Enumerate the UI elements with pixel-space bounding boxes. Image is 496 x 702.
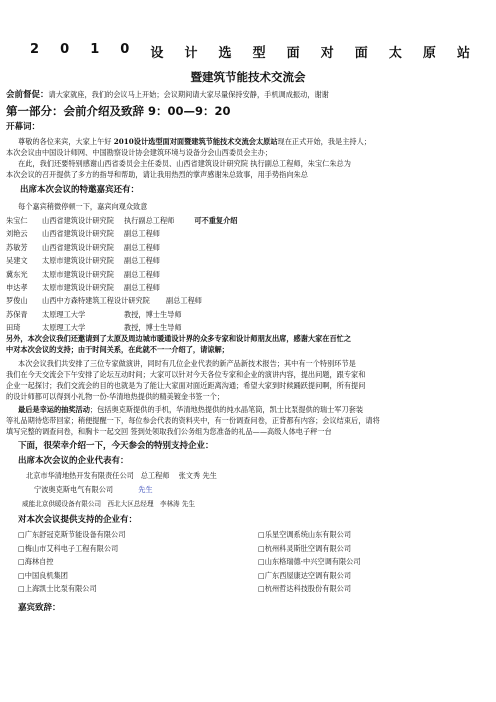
guest-name: 罗俊山: [6, 296, 28, 306]
title-char: 面: [286, 46, 300, 61]
supporter-item: □中国良机集团: [18, 570, 68, 580]
title-char: 站: [456, 46, 470, 61]
guests-intro: 每个嘉宾稍微停顿一下，嘉宾向观众致意: [18, 202, 148, 211]
opening-line-2: 本次会议由中国设计师网、中国勘察设计协会建筑环境与设备分会山西委员会主办；: [6, 148, 272, 157]
supporter-item: □梅山市艾科电子工程有限公司: [18, 543, 119, 553]
organizer-row-1: 北京市华清地热开发有限责任公司 总工程师 张文秀 先生: [26, 471, 217, 480]
guest-title: 教授，博士生导师: [124, 309, 182, 319]
guest-title: 副总工程师: [166, 296, 202, 306]
supporter-item: □广东西屋康达空调有限公司: [258, 570, 352, 580]
guest-org: 太原市建筑设计研究院: [42, 269, 114, 279]
guest-name: 苏敏芳: [6, 242, 28, 252]
main-title: [30, 42, 470, 61]
title-char: 1: [90, 42, 100, 57]
guest-org: 山西省建筑设计研究院: [42, 242, 114, 252]
para2-line-3: 企业一起探讨；我们交流会的目的也就是为了能让大家面对面近距离沟通；希望大家到时候踊跃提问啊，所有提问: [6, 381, 366, 390]
bold-para-line-2: 中对本次会议的支持；由于时间关系，在此就不一一介绍了，请谅解；: [6, 345, 229, 354]
title-char: 0: [120, 42, 130, 57]
guest-name: 朱宝仁: [6, 216, 28, 225]
guest-name: 冀东光: [6, 269, 28, 279]
guest-org: 太原市建筑设计研究院: [42, 283, 114, 292]
organizers-heading: 出席本次会议的企业代表有：: [18, 456, 129, 466]
guest-title: 副总工程师: [124, 256, 160, 266]
guest-title: 副总工程师: [124, 229, 160, 239]
title-char: 型: [252, 46, 266, 61]
guest-title: 副总工程师: [124, 242, 160, 252]
notice-text: 请大家就座，我们的会议马上开始；会议期间请大家尽量保持安静，手机调成振动，谢谢: [48, 90, 329, 99]
supporter-item: □乐星空调系统山东有限公司: [258, 530, 352, 539]
guest-title: 执行副总工程师: [124, 216, 175, 225]
guest-name: 田琦: [6, 323, 21, 333]
guest-row: [6, 310, 182, 319]
guests-heading: 出席本次会议的特邀嘉宾还有：: [20, 185, 140, 195]
guest-row: [6, 229, 160, 238]
guest-row: [6, 283, 160, 292]
guest-row: [6, 243, 160, 252]
title-char: 计: [184, 46, 198, 61]
guest-title: 副总工程师: [124, 283, 160, 292]
guest-org: 山西省建筑设计研究院: [42, 229, 114, 239]
guest-org: 太原市建筑设计研究院: [42, 256, 114, 266]
subtitle: 暨建筑节能技术交流会: [190, 70, 306, 84]
supporter-item: □广东舒冠克斯节能设备有限公司: [18, 530, 126, 539]
notice-line: [6, 90, 329, 100]
opening-label: 开幕词：: [6, 122, 41, 132]
guest-title: 教授，博士生导师: [124, 323, 182, 333]
guest-name: 苏保青: [6, 309, 28, 319]
title-char: 选: [218, 46, 232, 61]
supporter-item: □上海凯士比泵有限公司: [18, 584, 97, 593]
supporter-item: □山东格瑞德·中兴空调有限公司: [258, 557, 361, 566]
notice-label: 会前督促：: [6, 90, 49, 100]
guest-title: 副总工程师: [124, 269, 160, 279]
para2-line-1: 本次会议我们共安排了三位专家做演讲，同时有几位企业代表的新产品新技术报告；其中有一个特别环节是: [18, 359, 356, 368]
guest-org: 山西省建筑设计研究院: [42, 216, 114, 225]
guest-name: 申达孝: [6, 283, 28, 292]
title-char: 太: [388, 46, 402, 61]
title-char: 面: [354, 46, 368, 61]
guest-note: 可不重复介绍: [194, 216, 238, 225]
title-char: 对: [320, 46, 334, 61]
opening-line-1: 尊敬的各位来宾，大家上午好 2010设计选型面对面暨建筑节能技术交流会太原站现在正式开始，我是主持人；: [18, 137, 371, 146]
guest-org: 太原理工大学: [42, 309, 86, 319]
bold-para-line-1: 另外，本次会议我们还邀请到了太原及周边城市暖通设计界的众多专家和设计师朋友出席，感谢大家在百忙之: [6, 334, 352, 343]
guest-name: 刘艳云: [6, 229, 28, 239]
guest-row: [6, 270, 160, 279]
supporters-heading: 对本次会议提供支持的企业有：: [18, 515, 138, 525]
organizer-row-2: 宁波奥克斯电气有限公司 先生: [34, 485, 153, 494]
guest-row: [6, 296, 202, 305]
para2-line-2: 我们在今天交流会下午安排了论坛互动时间；大家可以针对今天各位专家和企业的演讲内容，提出问题，跟专家和: [6, 370, 366, 379]
para3-line-1: 最后是幸运的抽奖活动；包括奥克斯提供的手机，华清地热提供的纯水晶笔筒，凯士比泵提供的瑞士军刀套装: [18, 405, 364, 414]
opening-line-3: 在此，我们还要特别感谢山西省委员会主任委员、山西省建筑设计研究院 执行副总工程师，朱宝仁朱总为: [18, 159, 351, 168]
section-1-title: 第一部分：会前介绍及致辞 9：00—9：20: [6, 104, 231, 118]
organizer-row-3: 威能北京供暖设备有限公司 西北大区总经理 李林涛 先生: [22, 500, 195, 508]
enterprises-intro: 下面，很荣幸介绍一下，今天参会的特别支持企业：: [18, 441, 214, 451]
opening-line-4: 本次会议的召开提供了多方的指导和帮助，请让我用热烈的掌声感谢朱总致事，用手势指向朱总: [6, 170, 308, 179]
para3-line-2: 等礼品期待您带回家；稍便提醒一下，每位参会代表的资料夹中，有一份调查问卷，正背都有内容；会议结束后，请将: [6, 416, 380, 425]
guest-name: 吴建文: [6, 256, 28, 266]
para3-line-3: 填写完整的调查问卷，和胸卡一起交回 签到处领取我们公务组为您准备的礼品——高级人体电子秤一台: [6, 427, 332, 436]
para2-line-4: 的设计师都可以得到小礼物一份-华清地热提供的精美镀金书签一个；: [6, 392, 225, 401]
title-char: 0: [60, 42, 70, 57]
guest-row: [6, 323, 182, 332]
title-char: 2: [30, 42, 40, 57]
supporter-item: □杭州科灵斯肚空调有限公司: [258, 543, 352, 553]
guest-org: 山西中方森特建筑工程设计研究院: [42, 296, 150, 306]
supporter-item: □海林自控: [18, 557, 54, 566]
guest-org: 太原理工大学: [42, 323, 86, 333]
title-char: 原: [422, 46, 436, 61]
title-char: 设: [150, 46, 164, 61]
guest-row: [6, 216, 237, 225]
supporter-item: □杭州哲达科技股份有限公司: [258, 584, 352, 593]
guest-row: [6, 256, 160, 265]
closing-label: 嘉宾致辞：: [18, 603, 61, 613]
